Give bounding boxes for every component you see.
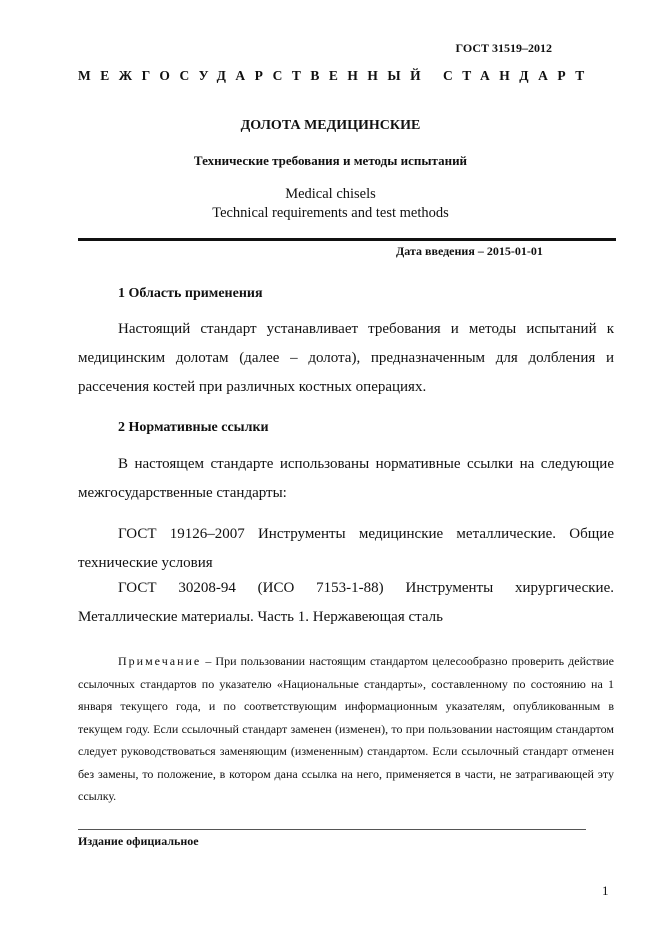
document-code: ГОСТ 31519–2012 xyxy=(455,41,552,55)
official-edition-label: Издание официальное xyxy=(78,834,199,848)
reference-item: ГОСТ 19126–2007 Инструменты медицинские металлические. Общие технические условия xyxy=(78,526,614,571)
scope-paragraph: Настоящий стандарт устанавливает требования и методы испытаний к медицинским долотам (далее – долота), предназначенным для долбления и рассечения костей при различных костных операциях. xyxy=(78,321,614,395)
standard-banner: МЕЖГОСУДАРСТВЕННЫЙ СТАНДАРТ xyxy=(78,68,594,83)
section-heading-scope: 1 Область применения xyxy=(118,286,263,301)
note-paragraph xyxy=(78,650,614,808)
references-intro-paragraph: В настоящем стандарте использованы нормативные ссылки на следующие межгосударственные стандарты: xyxy=(78,456,614,501)
english-subtitle: Technical requirements and test methods xyxy=(212,205,449,221)
introduction-date: Дата введения – 2015-01-01 xyxy=(396,244,543,258)
document-subtitle: Технические требования и методы испытаний xyxy=(193,153,468,168)
section-heading-references: 2 Нормативные ссылки xyxy=(118,420,269,435)
reference-item: ГОСТ 30208-94 (ИСО 7153-1-88) Инструменты хирургические. Металлические материалы. Часть 1. Нержавеющая сталь xyxy=(78,580,614,625)
page-number: 1 xyxy=(602,883,609,898)
english-title: Medical chisels xyxy=(285,186,376,202)
title-divider xyxy=(78,238,616,241)
document-title: ДОЛОТА МЕДИЦИНСКИЕ xyxy=(240,118,421,133)
footer-divider xyxy=(78,829,586,830)
note-label: Примечание xyxy=(118,654,202,668)
note-text: – При пользовании настоящим стандартом целесообразно проверить действие ссылочных стандартов по указателю «Национальные стандарты», составленному по состоянию на 1 января текущего года, и по соответствующим информационным указателям, опубликованным в текущем году. Если ссылочный стандарт заменен (изменен), то при пользовании настоящим стандартом следует руководствоваться заменяющим (измененным) стандартом. Если ссылочный стандарт отменен без замены, то положение, в котором дана ссылка на него, применяется в части, не затрагивающей эту ссылку. xyxy=(78,654,614,803)
